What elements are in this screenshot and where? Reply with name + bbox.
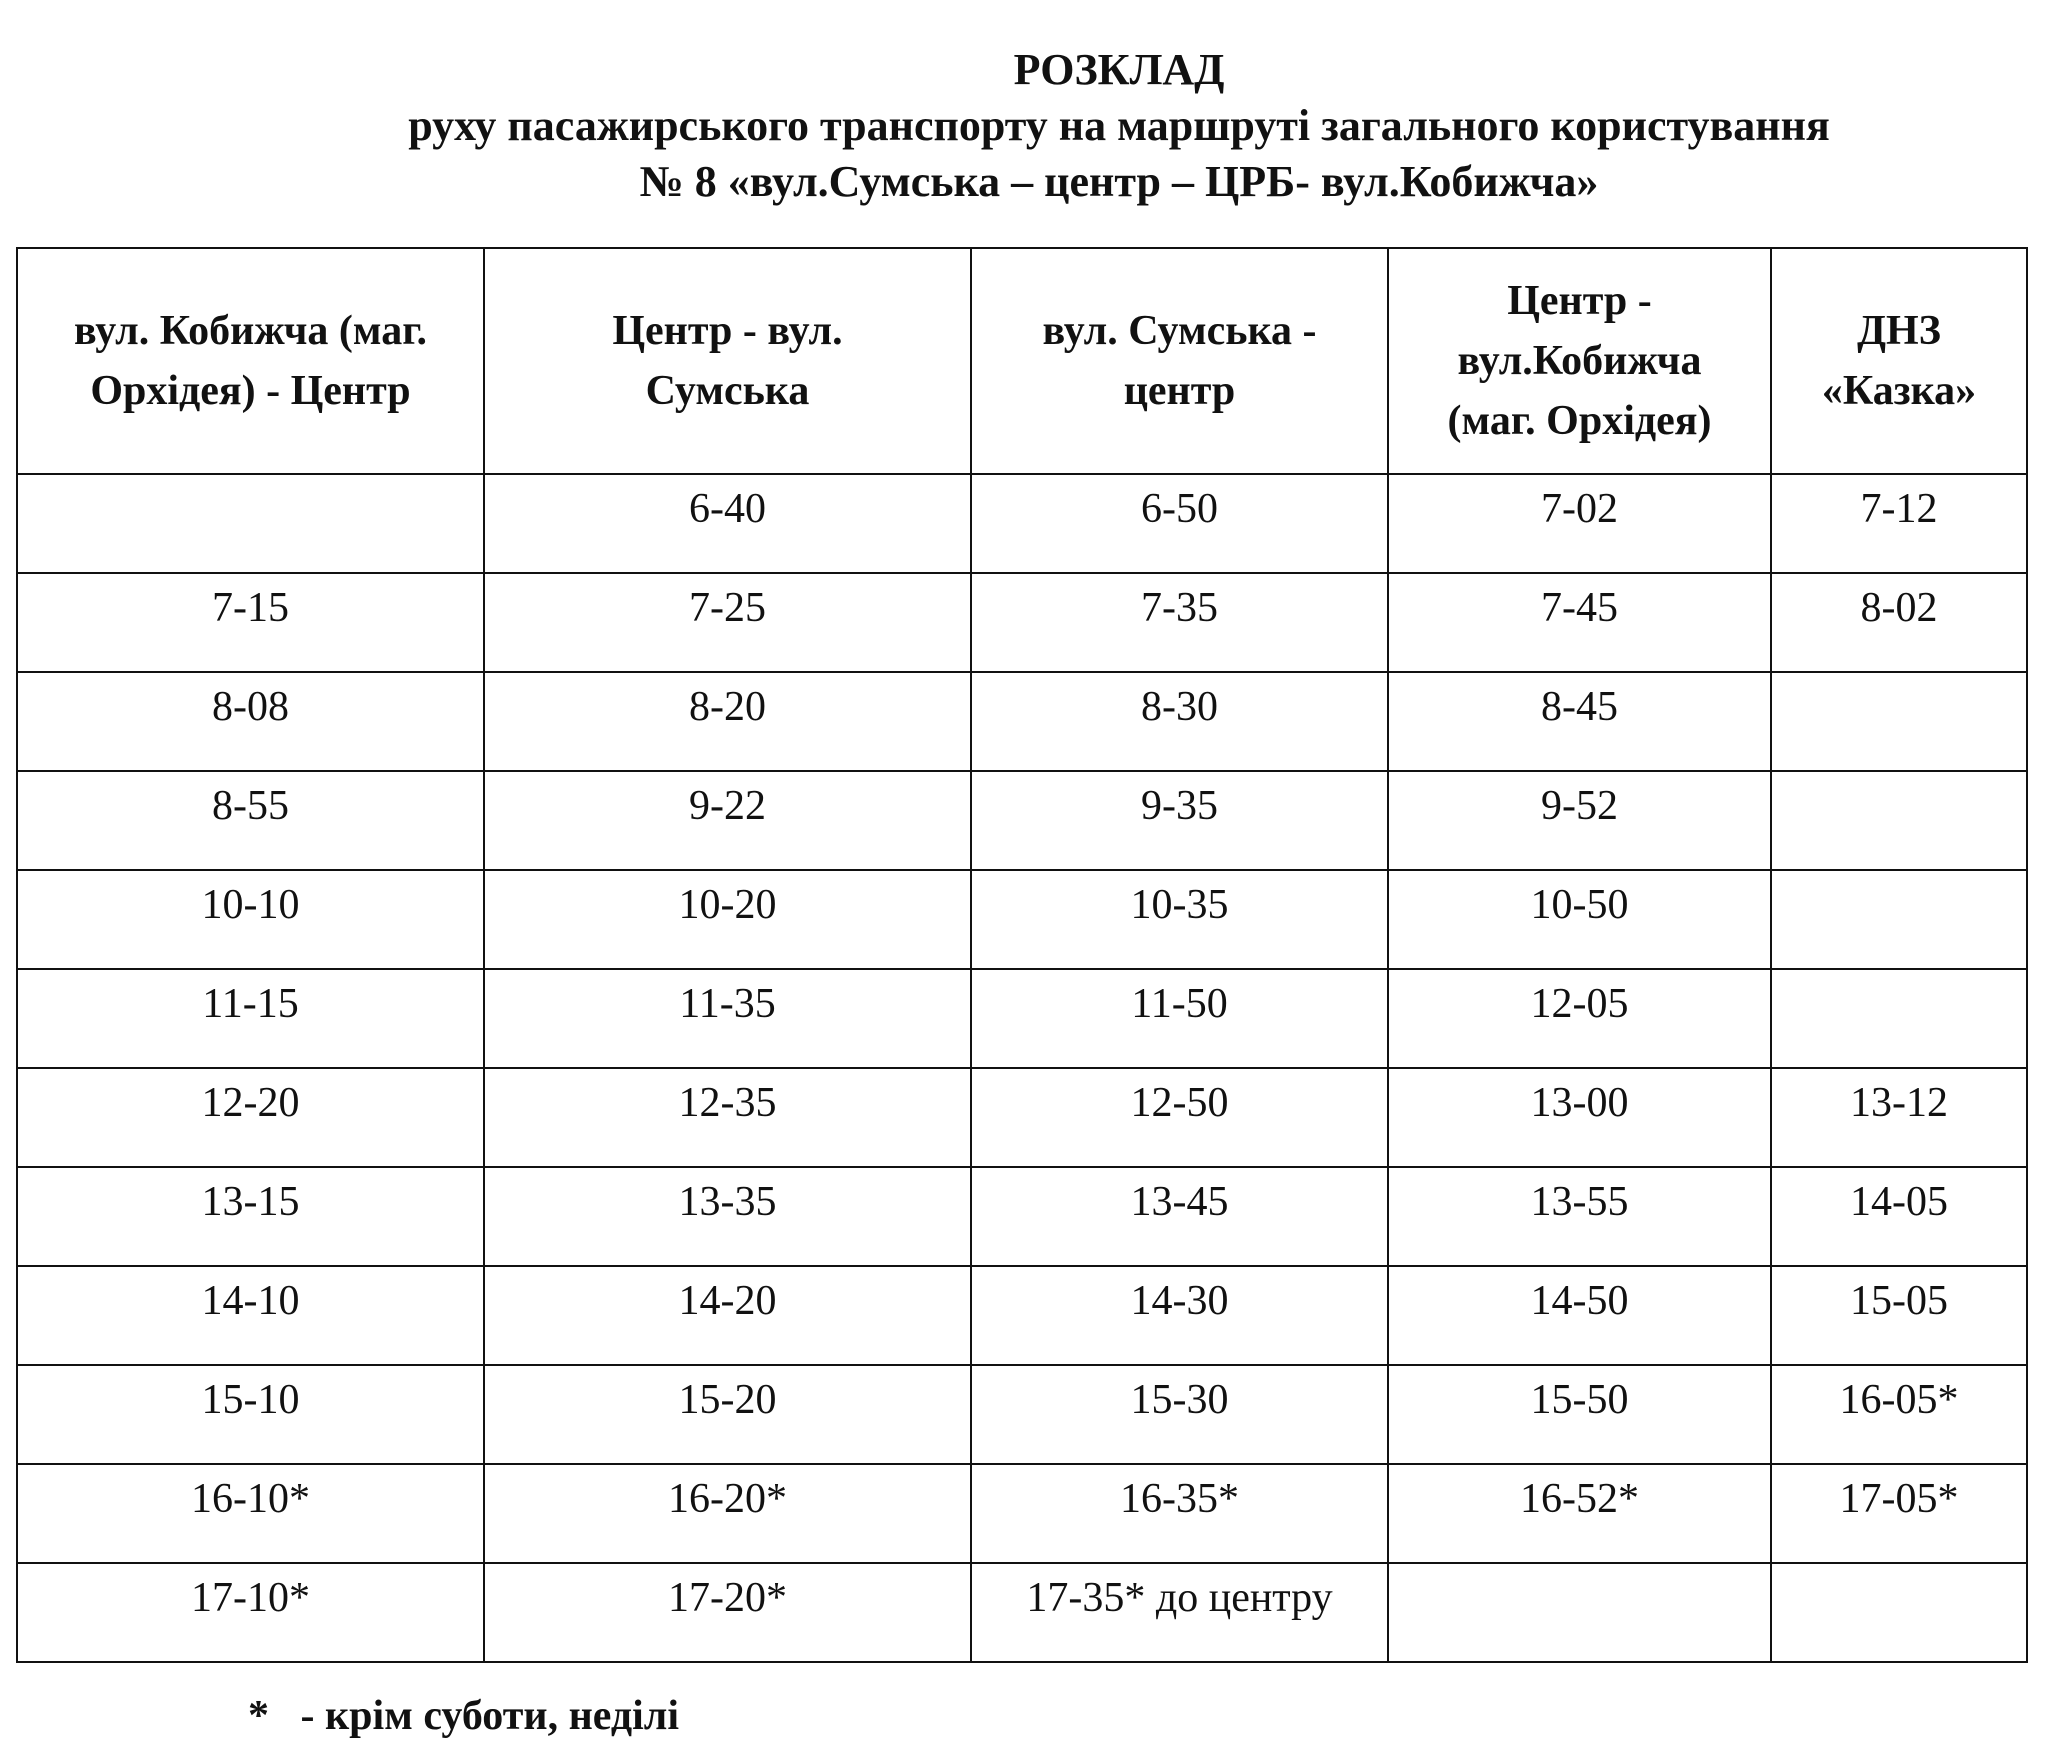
table-row	[17, 1563, 2027, 1662]
table-cell: 8-02	[1771, 573, 2027, 672]
table-cell	[1771, 771, 2027, 870]
table-cell: 17-35* до центру	[971, 1563, 1388, 1662]
table-cell: 15-10	[17, 1365, 484, 1464]
table-row	[17, 1167, 2027, 1266]
column-header-line: ДНЗ	[1857, 308, 1941, 354]
schedule-table	[16, 247, 2028, 1663]
table-cell: 14-05	[1771, 1167, 2027, 1266]
table-cell: 16-35*	[971, 1464, 1388, 1563]
table-cell: 8-08	[17, 672, 484, 771]
table-cell: 7-12	[1771, 474, 2027, 573]
table-cell: 14-10	[17, 1266, 484, 1365]
table-cell: 10-10	[17, 870, 484, 969]
document-subtitle: руху пасажирського транспорту на маршруті загального користування	[408, 101, 1830, 150]
title-block	[0, 42, 2048, 210]
column-header-line: Сумська	[645, 368, 810, 414]
table-cell: 7-02	[1388, 474, 1771, 573]
table-cell: 16-10*	[17, 1464, 484, 1563]
column-header-line: «Казка»	[1821, 368, 1977, 414]
table-cell: 9-35	[971, 771, 1388, 870]
document-title: РОЗКЛАД	[1013, 45, 1225, 94]
table-cell: 10-35	[971, 870, 1388, 969]
table-cell: 16-05*	[1771, 1365, 2027, 1464]
table-cell: 15-30	[971, 1365, 1388, 1464]
table-cell: 13-15	[17, 1167, 484, 1266]
column-header	[17, 248, 484, 474]
column-header	[484, 248, 971, 474]
footnote: * - крім суботи, неділі	[248, 1693, 680, 1739]
table-cell	[1771, 969, 2027, 1068]
table-cell: 12-05	[1388, 969, 1771, 1068]
column-header	[971, 248, 1388, 474]
table-cell: 10-20	[484, 870, 971, 969]
column-header	[1771, 248, 2027, 474]
column-header-line: Центр - вул.	[612, 308, 843, 354]
table-cell	[1388, 1563, 1771, 1662]
table-cell: 13-35	[484, 1167, 971, 1266]
table-row	[17, 672, 2027, 771]
table-cell: 15-50	[1388, 1365, 1771, 1464]
route-name: № 8 «вул.Сумська – центр – ЦРБ- вул.Кобижча»	[639, 157, 1599, 206]
table-cell: 11-50	[971, 969, 1388, 1068]
table-cell: 7-35	[971, 573, 1388, 672]
table-cell: 6-50	[971, 474, 1388, 573]
table-cell: 14-20	[484, 1266, 971, 1365]
table-header-row	[17, 248, 2027, 474]
column-header-line: Орхідея) - Центр	[90, 368, 411, 414]
table-cell	[17, 474, 484, 573]
table-cell: 17-20*	[484, 1563, 971, 1662]
table-cell: 8-45	[1388, 672, 1771, 771]
table-row	[17, 1365, 2027, 1464]
table-cell: 14-50	[1388, 1266, 1771, 1365]
table-cell: 10-50	[1388, 870, 1771, 969]
table-cell: 11-15	[17, 969, 484, 1068]
table-row	[17, 870, 2027, 969]
table-cell: 13-45	[971, 1167, 1388, 1266]
column-header-line: (маг. Орхідея)	[1447, 398, 1712, 444]
table-row	[17, 969, 2027, 1068]
table-cell: 12-50	[971, 1068, 1388, 1167]
table-cell: 13-00	[1388, 1068, 1771, 1167]
table-cell: 16-20*	[484, 1464, 971, 1563]
table-cell: 15-20	[484, 1365, 971, 1464]
table-cell: 14-30	[971, 1266, 1388, 1365]
table-row	[17, 573, 2027, 672]
table-cell: 7-45	[1388, 573, 1771, 672]
column-header	[1388, 248, 1771, 474]
table-row	[17, 1266, 2027, 1365]
table-cell	[1771, 1563, 2027, 1662]
table-cell: 15-05	[1771, 1266, 2027, 1365]
table-cell: 9-22	[484, 771, 971, 870]
column-header-line: вул.Кобижча	[1457, 338, 1702, 384]
table-cell: 7-25	[484, 573, 971, 672]
table-cell: 8-55	[17, 771, 484, 870]
table-body	[17, 474, 2027, 1662]
table-cell: 11-35	[484, 969, 971, 1068]
table-cell: 7-15	[17, 573, 484, 672]
table-cell: 13-55	[1388, 1167, 1771, 1266]
table-cell: 13-12	[1771, 1068, 2027, 1167]
table-cell: 9-52	[1388, 771, 1771, 870]
table-cell: 12-35	[484, 1068, 971, 1167]
table-cell: 17-05*	[1771, 1464, 2027, 1563]
table-row	[17, 771, 2027, 870]
table-row	[17, 1464, 2027, 1563]
table-row	[17, 1068, 2027, 1167]
table-cell	[1771, 672, 2027, 771]
table-cell: 6-40	[484, 474, 971, 573]
table-cell: 16-52*	[1388, 1464, 1771, 1563]
column-header-line: вул. Кобижча (маг.	[73, 308, 428, 354]
column-header-line: вул. Сумська -	[1042, 308, 1317, 354]
table-cell: 8-20	[484, 672, 971, 771]
column-header-line: центр	[1123, 368, 1236, 414]
table-cell	[1771, 870, 2027, 969]
table-cell: 8-30	[971, 672, 1388, 771]
table-cell: 12-20	[17, 1068, 484, 1167]
column-header-line: Центр -	[1507, 278, 1652, 324]
table-cell: 17-10*	[17, 1563, 484, 1662]
table-row	[17, 474, 2027, 573]
